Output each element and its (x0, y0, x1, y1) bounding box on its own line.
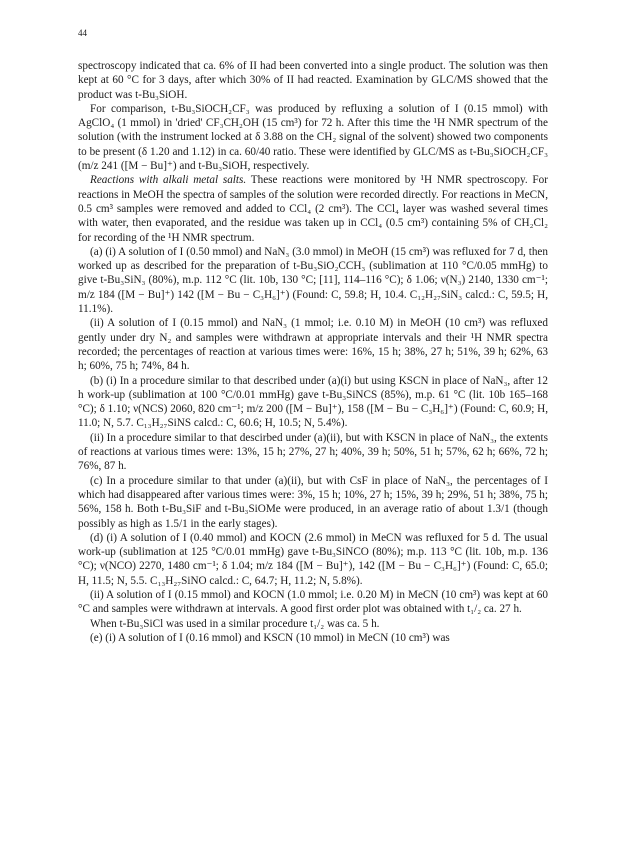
body-text (78, 59, 548, 645)
paragraph-6: (b) (i) In a procedure similar to that described under (a)(i) but using KSCN in place of NaN₃, after 12 h work-up (sublimation at 100 °C/0.01 mmHg) gave t-Bu₃SiNCS (85%), m.p. 61 °C (lit. 10b 165–168 °C); δ 1.10; ν(NCS) 2060, 820 cm⁻¹; m/z 200 ([M − Bu]⁺), 158 ([M − Bu − C₃H₆]⁺) (Found: C, 60.9; H, 11.0; N, 5.7. C₁₃H₂₇SiNS calcd.: C, 60.6; H, 10.5; N, 5.4%). (78, 374, 549, 430)
paragraph-5: (ii) A solution of I (0.15 mmol) and NaN₃ (1 mmol; i.e. 0.10 M) in MeOH (10 cm³) was refluxed gently under dry N₂ and samples were withdrawn at appropriate intervals and their ¹H NMR spectra recorded; the percentages of reaction at various times were: 16%, 15 h; 38%, 27 h; 51%, 39 h; 62%, 63 h; 60%, 75 h; 74%, 84 h. (78, 317, 548, 373)
section-heading: Reactions with alkali metal salts. (90, 174, 247, 187)
paragraph-8: (c) In a procedure similar to that under (a)(ii), but with CsF in place of NaN₃, the percentages of I which had disappeared after various times were: 3%, 15 h; 10%, 27 h; 15%, 39 h; 29%, 51 h; 38%, 75 h; 56%, 158 h. Both t-Bu₃SiF and t-Bu₃SiOMe were produced, in an average ratio of about 1.3/1 (though possibly as high as 1.5/1 in the early stages). (78, 474, 548, 530)
paragraph-3-text: These reactions were monitored by ¹H NMR spectroscopy. For reactions in MeOH the spectra of samples of the solution were recorded directly. For reactions in MeCN, 0.5 cm³ samples were removed and added to CCl₄ (2 cm³). The CCl₄ layer was washed several times with water, then evaporated, and the residue was taken up in CCl₄ (0.5 cm³) containing 5% of CH₂Cl₂ for recording of the ¹H NMR spectrum. (78, 174, 548, 244)
paragraph-11: When t-Bu₃SiCl was used in a similar procedure t₁/₂ was ca. 5 h. (90, 617, 380, 630)
paragraph-9: (d) (i) A solution of I (0.40 mmol) and KOCN (2.6 mmol) in MeCN was refluxed for 5 d. The usual work-up (sublimation at 125 °C/0.01 mmHg) gave t-Bu₃SiNCO (80%); m.p. 113 °C (lit. 10b, m.p. 136 °C); ν(NCO) 2270, 1480 cm⁻¹; δ 1.04; m/z 184 ([M − Bu]⁺), 142 ([M − Bu − C₃H₆]⁺) (Found: C, 65.0; H, 11.5; N, 5.5. C₁₃H₂₇SiNO calcd.: C, 64.7; H, 11.2; N, 5.8%). (78, 531, 548, 587)
paragraph-1: spectroscopy indicated that ca. 6% of II had been converted into a single product. The solution was then kept at 60 °C for 3 days, after which 30% of II had reacted. Examination by GLC/MS showed that the product was t-Bu₃SiOH. (78, 60, 548, 101)
page-number: 44 (78, 28, 87, 38)
paragraph-7: (ii) In a procedure similar to that descirbed under (a)(ii), but with KSCN in place of NaN₃, the extents of reactions at various times were: 13%, 15 h; 27%, 27 h; 40%, 39 h; 50%, 51 h; 57%, 62 h; 66%, 72 h; 76%, 87 h. (78, 431, 548, 473)
paragraph-12: (e) (i) A solution of I (0.16 mmol) and KSCN (10 mmol) in MeCN (10 cm³) was (90, 631, 450, 644)
paragraph-4: (a) (i) A solution of I (0.50 mmol) and NaN₃ (3.0 mmol) in MeOH (15 cm³) was refluxed for 7 d, then worked up as described for the preparation of t-Bu₃SiO₂CCH₃ (sublimation at 110 °C/0.05 mmHg) to give t-Bu₃SiN₃ (80%), m.p. 112 °C (lit. 10b, 130 °C; [11], 114–116 °C); δ 1.06; ν(N₃) 2140, 1330 cm⁻¹; m/z 184 ([M − Bu]⁺) 142 ([M − Bu − C₃H₆]⁺) (Found: C, 59.8; H, 10.4. C₁₂H₂₇SiN₃ calcd.: C, 59.5; H, 11.1%). (78, 245, 548, 316)
paragraph-10: (ii) A solution of I (0.15 mmol) and KOCN (1.0 mmol; i.e. 0.20 M) in MeCN (10 cm³) was kept at 60 °C and samples were withdrawn at intervals. A good first order plot was obtained with t₁/₂ ca. 27 h. (78, 588, 548, 616)
paragraph-3 (78, 173, 548, 244)
paragraph-2: For comparison, t-Bu₃SiOCH₂CF₃ was produced by refluxing a solution of I (0.15 mmol) with AgClO₄ (1 mmol) in 'dried' CF₃CH₂OH (15 cm³) for 72 h. After this time the ¹H NMR spectrum of the solution (with the instrument locked at δ 3.88 on the CH₂ signal of the solvent) showed two components to be present (δ 1.20 and 1.12) in ca. 60/40 ratio. These were identified by GLC/MS as t-Bu₃SiOCH₂CF₃ (m/z 241 ([M − Bu]⁺) and t-Bu₃SiOH, respectively. (78, 102, 548, 173)
